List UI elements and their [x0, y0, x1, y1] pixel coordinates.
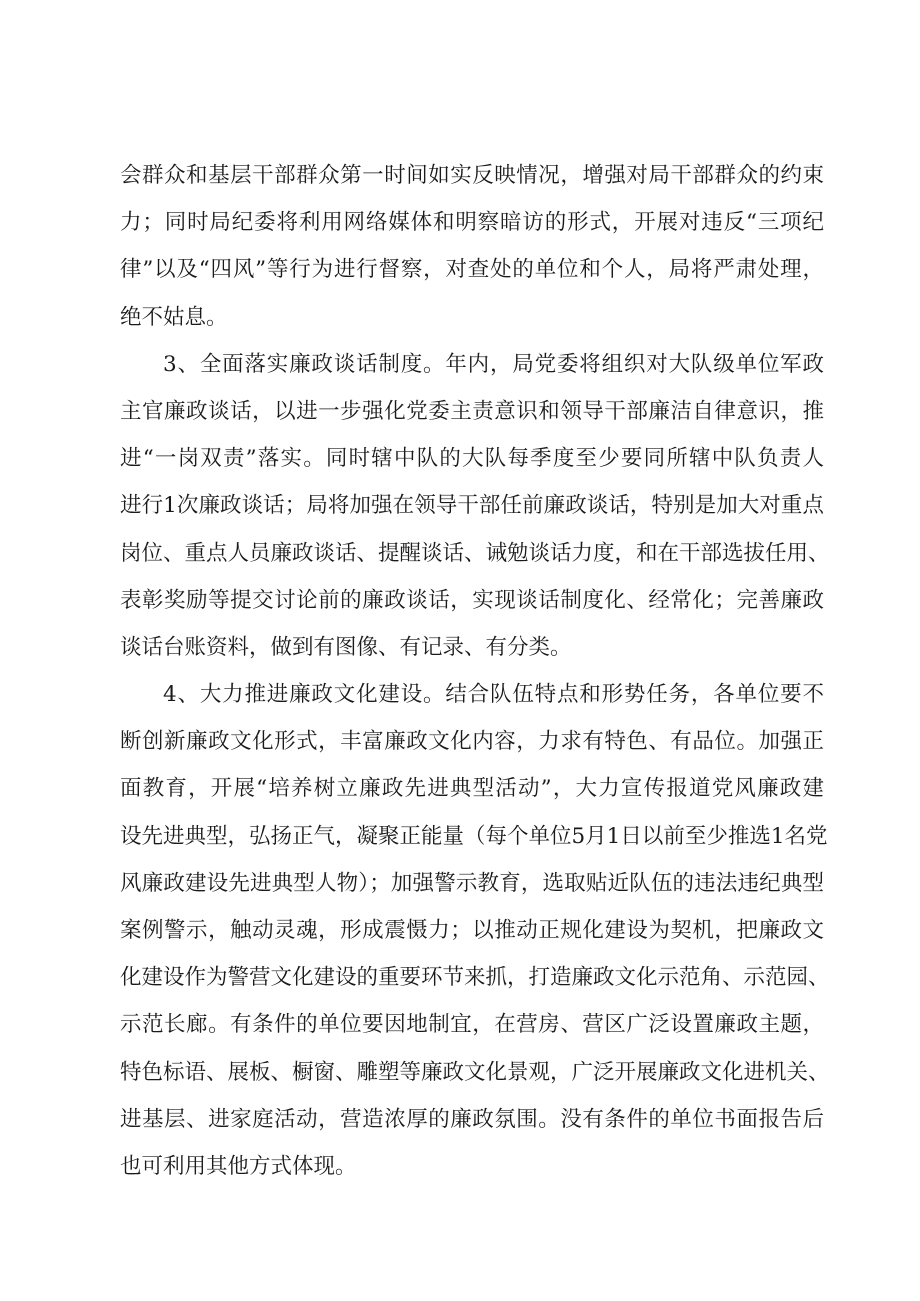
text-line: 案例警示，触动灵魂，形成震慑力；以推动正规化建设为契机，把廉政文 — [120, 918, 824, 943]
text-line: 示范长廊。有条件的单位要因地制宜，在营房、营区广泛设置廉政主题， — [120, 1012, 824, 1038]
text-line: 律”以及“四风”等行为进行督察，对查处的单位和个人，局将严肃处理， — [120, 257, 824, 283]
text-line: 岗位、重点人员廉政谈话、提醒谈话、诫勉谈话力度，和在干部选拔任用、 — [120, 540, 830, 566]
text-line: 谈话台账资料，做到有图像、有记录、有分类。 — [120, 634, 572, 660]
text-line: 主官廉政谈话，以进一步强化党委主责意识和领导干部廉洁自律意识，推 — [120, 398, 824, 424]
text-line: 表彰奖励等提交讨论前的廉政谈话，实现谈话制度化、经常化；完善廉政 — [120, 587, 824, 613]
text-line: 设先进典型，弘扬正气，凝聚正能量（每个单位5月1日以前至少推选1名党 — [120, 823, 828, 849]
paragraph-item-3 — [120, 341, 830, 671]
text-line: 也可利用其他方式体现。 — [120, 1153, 357, 1179]
text-line: 进“一岗双责”落实。同时辖中队的大队每季度至少要同所辖中队负责人 — [120, 446, 824, 472]
text-line: 4、大力推进廉政文化建设。结合队伍特点和形势任务，各单位要不 — [163, 682, 824, 708]
text-line: 绝不姑息。 — [120, 304, 228, 330]
text-line: 断创新廉政文化形式，丰富廉政文化内容，力求有特色、有品位。加强正 — [120, 729, 824, 755]
text-line: 进行1次廉政谈话；局将加强在领导干部任前廉政谈话，特别是加大对重点 — [120, 493, 824, 519]
text-line: 进基层、进家庭活动，营造浓厚的廉政氛围。没有条件的单位书面报告后 — [120, 1106, 824, 1132]
text-line: 特色标语、展板、橱窗、雕塑等廉政文化景观，广泛开展廉政文化进机关、 — [120, 1059, 830, 1085]
text-line: 化建设作为警营文化建设的重要环节来抓，打造廉政文化示范角、示范园、 — [120, 965, 830, 991]
paragraph-continuation — [120, 152, 824, 341]
text-line: 会群众和基层干部群众第一时间如实反映情况，增强对局干部群众的约束 — [120, 163, 824, 188]
text-line: 风廉政建设先进典型人物）；加强警示教育，选取贴近队伍的违法违纪典型 — [120, 870, 824, 896]
text-line: 3、全面落实廉政谈话制度。年内，局党委将组织对大队级单位军政 — [163, 351, 824, 377]
text-line: 力；同时局纪委将利用网络媒体和明察暗访的形式，开展对违反“三项纪 — [120, 210, 824, 236]
paragraph-item-4 — [120, 671, 830, 1190]
text-line: 面教育，开展“培养树立廉政先进典型活动”，大力宣传报道党风廉政建 — [120, 776, 824, 802]
document-body — [120, 152, 830, 1190]
